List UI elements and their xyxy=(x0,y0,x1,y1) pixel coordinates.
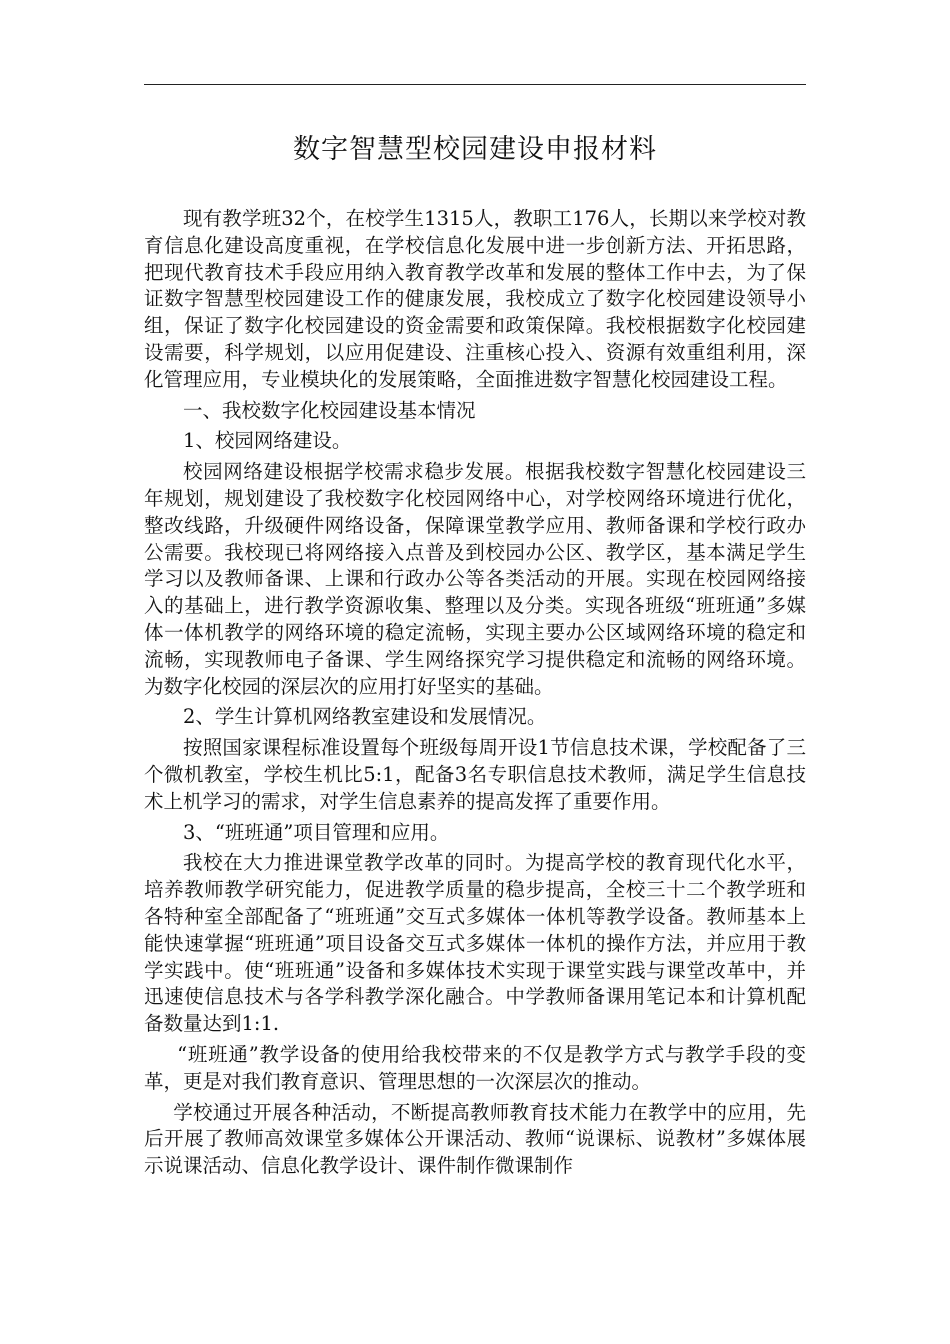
section-heading-1: 一、我校数字化校园建设基本情况 xyxy=(183,398,476,422)
banbantong-paragraph: 我校在大力推进课堂教学改革的同时。为提高学校的教育现代化水平，培养教师教学研究能力，促进教学质量的稳步提高，全校三十二个教学班和各特种室全部配备了“班班通”交互式多媒体一体机等教学设备。教师基本上能快速掌握“班班通”项目设备交互式多媒体一体机的操作方法，并应用于教学实践中。使“班班通”设备和多媒体技术实现于课堂实践与课堂改革中，并迅速使信息技术与各学科教学深化融合。中学教师备课用笔记本和计算机配备数量达到1:1. xyxy=(144,851,806,1036)
subsection-heading-banbantong: 3、“班班通”项目管理和应用。 xyxy=(183,820,450,844)
banbantong-impact-paragraph: “班班通”教学设备的使用给我校带来的不仅是教学方式与教学手段的变革，更是对我们教育意识、管理思想的一次深层次的推动。 xyxy=(144,1042,806,1093)
computer-lab-paragraph: 按照国家课程标准设置每个班级每周开设1节信息技术课，学校配备了三个微机教室，学校生机比5:1，配备3名专职信息技术教师，满足学生信息技术上机学习的需求，对学生信息素养的提高发挥了重要作用。 xyxy=(144,736,806,813)
header-rule xyxy=(144,84,806,85)
document-body xyxy=(144,206,806,1180)
document-title: 数字智慧型校园建设申报材料 xyxy=(293,134,657,165)
activities-paragraph: 学校通过开展各种活动，不断提高教师教育技术能力在教学中的应用，先后开展了教师高效课堂多媒体公开课活动、教师“说课标、说教材”多媒体展示说课活动、信息化教学设计、课件制作微课制作 xyxy=(144,1100,806,1178)
subsection-heading-network: 1、校园网络建设。 xyxy=(183,429,352,453)
intro-paragraph: 现有教学班32个，在校学生1315人，教职工176人，长期以来学校对教育信息化建设高度重视，在学校信息化发展中进一步创新方法、开拓思路，把现代教育技术手段应用纳入教育教学改革和发展的整体工作中去，为了保证数字智慧型校园建设工作的健康发展，我校成立了数字化校园建设领导小组，保证了数字化校园建设的资金需要和政策保障。我校根据数字化校园建设需要，科学规划，以应用促建设、注重核心投入、资源有效重组利用，深化管理应用，专业模块化的发展策略，全面推进数字智慧化校园建设工程。 xyxy=(144,207,806,391)
subsection-heading-computer-lab: 2、学生计算机网络教室建设和发展情况。 xyxy=(183,705,547,729)
network-paragraph: 校园网络建设根据学校需求稳步发展。根据我校数字智慧化校园建设三年规划，规划建设了我校数字化校园网络中心，对学校网络环境进行优化，整改线路，升级硬件网络设备，保障课堂教学应用、教师备课和学校行政办公需要。我校现已将网络接入点普及到校园办公区、教学区，基本满足学生学习以及教师备课、上课和行政办公等各类活动的开展。实现在校园网络接入的基础上，进行教学资源收集、整理以及分类。实现各班级“班班通”多媒体一体机教学的网络环境的稳定流畅，实现主要办公区域网络环境的稳定和流畅，实现教师电子备课、学生网络探究学习提供稳定和流畅的网络环境。为数字化校园的深层次的应用打好坚实的基础。 xyxy=(144,460,806,698)
